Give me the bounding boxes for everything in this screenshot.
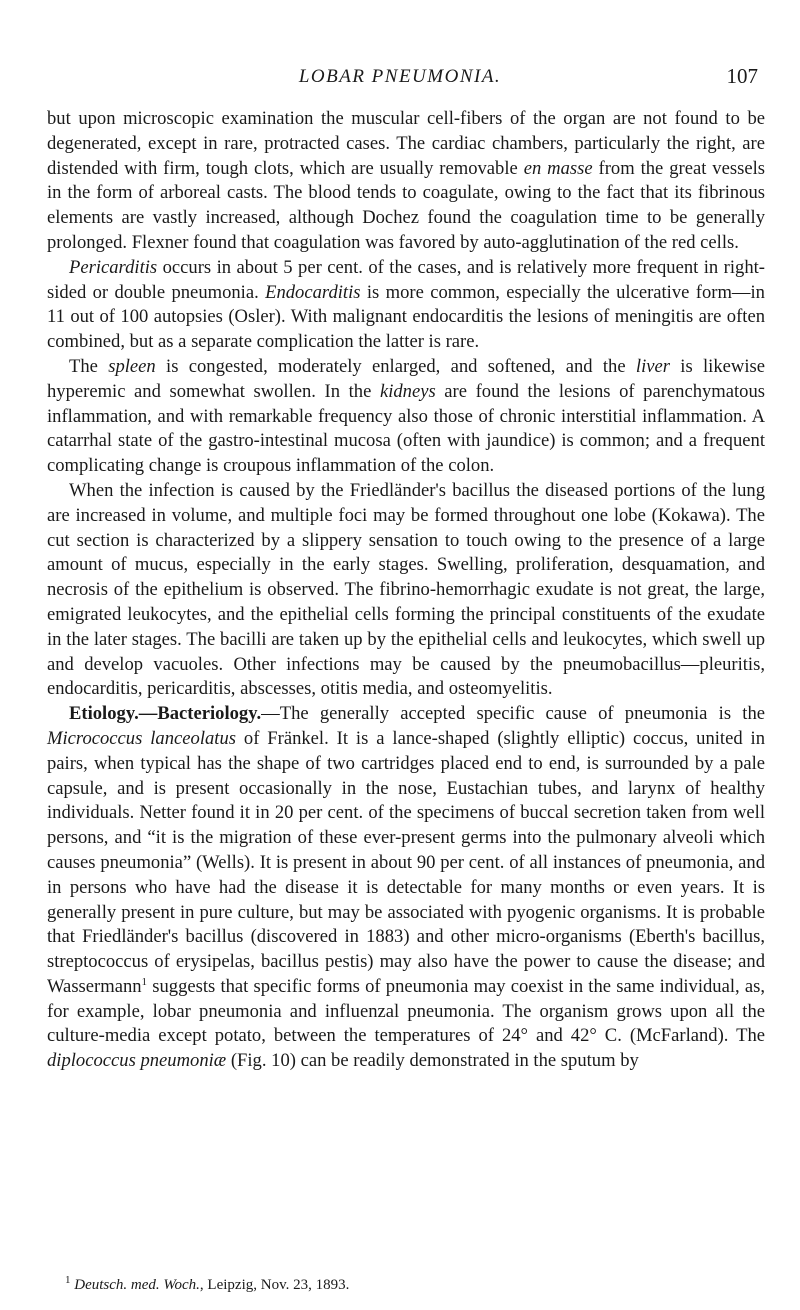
italic-term: Endocarditis [265, 281, 361, 303]
text-run: suggests that specific forms of pneumonia may coexist in the same individual, as, for example, lobar pneumonia and influenzal pneumonia. The organism grows upon all the culture-media except potato, between the temperatures of 24° and 42° C. (McFarland). The [47, 975, 765, 1047]
text-run: are found the lesions of parenchymatous inflammation, and with remarkable frequency also those of chronic interstitial inflammation. A catarrhal state of the gastro-intestinal mucosa (often with jaundice) is common; and a frequent complicating change is croupous inflammation of the colon. [47, 380, 766, 477]
section-heading: Etiology.—Bacteriology. [69, 703, 262, 725]
text-run: The [69, 355, 109, 377]
footnote-source: Deutsch. med. Woch. [74, 1277, 200, 1293]
italic-term: spleen [108, 355, 156, 377]
paragraph-heart [47, 107, 765, 256]
italic-term: Micrococcus lanceolatus [47, 727, 236, 749]
paragraph-friedlander: When the infection is caused by the Friedländer's bacillus the diseased portions of the lung are increased in volume, and multiple foci may be formed throughout one lobe (Kokawa). The cut section is characterized by a slippery sensation to touch owing to the presence of a large amount of mucus, especially in the early stages. Swelling, proliferation, desquamation, and necrosis of the epithelium is observed. The fibrino-hemorrhagic exudate is not great, the large, emigrated leukocytes, and the epithelial cells forming the principal constituents of the exudate in the later stages. The bacilli are taken up by the epithelial cells and leukocytes, which swell up and develop vacuoles. Other infections may be caused by the pneumobacillus—pleuritis, endocarditis, pericarditis, abscesses, otitis media, and osteomyelitis. [47, 479, 765, 700]
text-run: occurs in about 5 per cent. of the cases, and is relatively more frequent in right-sided or double pneumonia. [47, 256, 765, 303]
footnote [47, 1276, 765, 1294]
text-run: of Fränkel. It is a lance-shaped (slightly elliptic) coccus, united in pairs, when typical has the shape of two cartridges placed end to end, is surrounded by a pale capsule, and is present occasionally in the nose, Eustachian tubes, and larynx of healthy individuals. Netter found it in 20 per cent. of the specimens of buccal secretion taken from well persons, and “it is the migration of these ever-present germs into the pulmonary alveoli which causes pneumonia” (Wells). It is present in about 90 per cent. of all instances of pneumonia, and in persons who have had the disease it is detectable for many months or even years. It is generally present in pure culture, but may be associated with pyogenic organisms. It is probable that Friedländer's bacillus (discovered in 1883) and other micro-organisms (Eberth's bacillus, streptococcus of erysipelas, bacillus pestis) may also have the power to cause the disease; and Wassermann [47, 727, 765, 997]
text-run: is congested, moderately enlarged, and softened, and the [155, 355, 636, 377]
running-title: LOBAR PNEUMONIA. [298, 66, 502, 87]
page-header [0, 66, 800, 96]
text-run: but upon microscopic examination the muscular cell-fibers of the organ are not found to be degenerated, except in rare, protracted cases. The cardiac chambers, particularly the right, are distended with firm, tough clots, which are usually removable [47, 108, 765, 179]
italic-term: Pericarditis [69, 256, 158, 278]
italic-term: en masse [523, 157, 593, 179]
paragraph-organs [47, 355, 765, 479]
footnote-details: , Leipzig, Nov. 23, 1893. [199, 1277, 350, 1293]
footnote-reference: 1 [141, 975, 148, 988]
footnote-marker: 1 [65, 1274, 71, 1286]
paragraph-etiology [47, 702, 765, 1074]
italic-term: kidneys [379, 380, 436, 402]
text-run: is likewise hyperemic and somewhat swollen. In the [47, 355, 765, 402]
italic-term: liver [635, 355, 670, 377]
text-run: is more common, especially the ulcerative form—in 11 out of 100 autopsies (Osler). With malignant endocarditis the lesions of meningitis are often combined, but as a separate complication the latter is rare. [47, 281, 765, 353]
body-text [47, 107, 765, 1074]
paragraph-pericarditis [47, 256, 765, 355]
italic-term: diplococcus pneumoniæ [47, 1050, 227, 1072]
text-run: from the great vessels in the form of arboreal casts. The blood tends to coagulate, owing to the fact that its fibrinous elements are vastly increased, although Dochez found the coagulation time to be generally prolonged. Flexner found that coagulation was favored by auto-agglutination of the red cells. [47, 157, 765, 253]
text-run: —The generally accepted specific cause of pneumonia is the [261, 703, 765, 725]
page-number: 107 [726, 64, 758, 88]
text-run: (Fig. 10) can be readily demonstrated in the sputum by [226, 1050, 639, 1072]
